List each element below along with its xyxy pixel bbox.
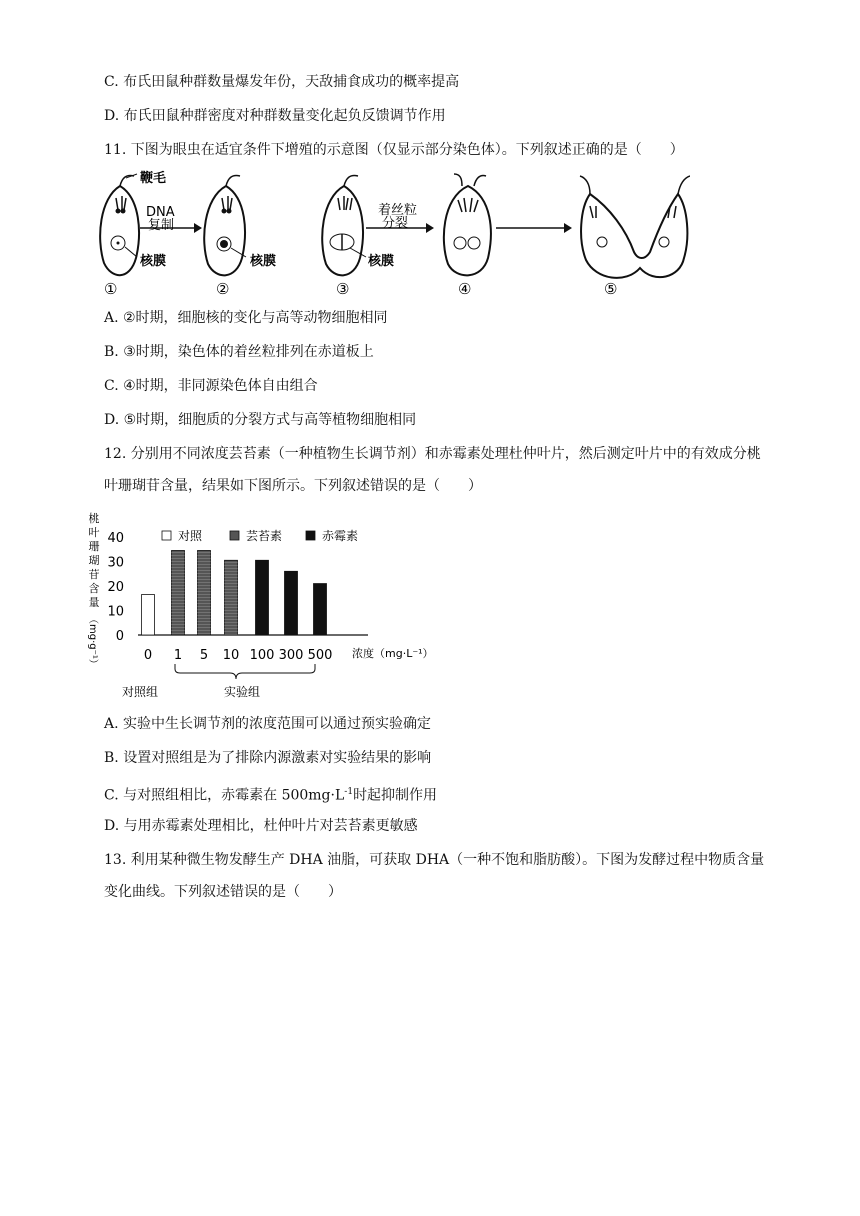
legend-swatch — [162, 531, 171, 540]
legend-label: 对照 — [178, 529, 203, 543]
experiment-group-brace — [175, 664, 315, 679]
q12-option-b: B. 设置对照组是为了排除内源激素对实验结果的影响 — [104, 750, 432, 766]
q11-option-c: C. ④时期，非同源染色体自由组合 — [104, 378, 318, 394]
q10-option-c: C. 布氏田鼠种群数量爆发年份，天敌捕食成功的概率提高 — [104, 74, 460, 90]
stage-label-1: ① — [104, 280, 118, 298]
y-tick-label: 20 — [107, 580, 124, 595]
chart-x-axis-label: 浓度（mg·L⁻¹） — [352, 647, 434, 660]
chart-bars — [142, 550, 327, 635]
q12-option-c — [104, 782, 437, 806]
label-membrane-1: 核膜 — [140, 254, 167, 269]
q11-option-a: A. ②时期，细胞核的变化与高等动物细胞相同 — [104, 310, 388, 326]
y-tick-label: 10 — [107, 604, 124, 620]
euglena-stage-4 — [444, 174, 491, 275]
bar-5 — [198, 550, 211, 635]
bar-500 — [314, 584, 327, 635]
x-tick-label: 300 — [278, 648, 304, 663]
y-tick-label: 30 — [107, 555, 124, 571]
euglena-stage-5 — [580, 176, 690, 278]
arrow-1-line2: 复制 — [148, 218, 175, 233]
q13-stem-line1: 13. 利用某种微生物发酵生产 DHA 油脂，可获取 DHA（一种不饱和脂肪酸）。下图为发酵过程中物质含量 — [104, 852, 765, 868]
label-membrane-3: 核膜 — [368, 254, 395, 269]
q12-option-d: D. 与用赤霉素处理相比，杜仲叶片对芸苔素更敏感 — [104, 818, 418, 834]
arrow-2-line1: 着丝粒 — [378, 203, 418, 218]
q10-option-d: D. 布氏田鼠种群密度对种群数量变化起负反馈调节作用 — [104, 108, 446, 124]
chart-y-axis-unit: （mg·g⁻¹） — [87, 614, 98, 669]
chart-legend — [162, 528, 358, 543]
bar-100 — [256, 560, 269, 635]
y-tick-label: 40 — [107, 531, 124, 546]
x-tick-label: 5 — [199, 648, 209, 663]
euglena-stage-2 — [204, 175, 246, 275]
stage-label-4: ④ — [458, 280, 472, 298]
chart-y-axis-label: 桃叶珊瑚苷含量 — [88, 512, 100, 609]
stage-label-2: ② — [216, 280, 230, 298]
q12-option-a: A. 实验中生长调节剂的浓度范围可以通过预实验确定 — [104, 716, 432, 732]
q12-option-c-text-end: 时起抑制作用 — [353, 787, 438, 804]
q12-stem-line2: 叶珊瑚苷含量，结果如下图所示。下列叙述错误的是（ ） — [104, 478, 482, 494]
legend-label: 赤霉素 — [322, 529, 359, 543]
q12-option-c-sup: -1 — [344, 787, 354, 797]
q13-stem-line2: 变化曲线。下列叙述错误的是（ ） — [104, 884, 342, 900]
bar-300 — [285, 571, 298, 635]
euglena-stage-1 — [100, 174, 139, 275]
label-flagellum: 鞭毛 — [140, 171, 167, 186]
x-tick-label: 500 — [307, 648, 333, 663]
legend-swatch — [230, 531, 239, 540]
x-tick-label: 10 — [222, 648, 240, 663]
stage-label-5: ⑤ — [604, 280, 618, 298]
q11-stem: 11. 下图为眼虫在适宜条件下增殖的示意图（仅显示部分染色体）。下列叙述正确的是（ ） — [104, 142, 684, 158]
x-tick-label: 0 — [143, 648, 153, 663]
q12-bar-chart — [80, 508, 460, 704]
q11-option-b: B. ③时期，染色体的着丝粒排列在赤道板上 — [104, 344, 374, 360]
x-tick-label: 1 — [173, 648, 183, 663]
q11-euglena-figure — [90, 168, 690, 302]
x-tick-label: 100 — [249, 648, 275, 663]
arrow-1-line1: DNA — [146, 205, 175, 220]
bar-1 — [172, 550, 185, 635]
arrow-2-line2: 分裂 — [382, 216, 409, 231]
legend-swatch — [306, 531, 315, 540]
q12-stem-line1: 12. 分别用不同浓度芸苔素（一种植物生长调节剂）和赤霉素处理杜仲叶片，然后测定叶片中的有效成分桃 — [104, 446, 761, 462]
y-tick-label: 0 — [115, 629, 124, 644]
experiment-group-label: 实验组 — [224, 685, 261, 699]
stage-label-3: ③ — [336, 280, 350, 298]
control-group-label: 对照组 — [122, 685, 159, 699]
legend-label: 芸苔素 — [246, 529, 283, 543]
euglena-stage-3 — [322, 175, 366, 275]
chart-x-ticks — [144, 648, 333, 663]
label-membrane-2: 核膜 — [250, 254, 277, 269]
q12-option-c-text: C. 与对照组相比，赤霉素在 500mg·L — [104, 787, 345, 804]
q11-option-d: D. ⑤时期，细胞质的分裂方式与高等植物细胞相同 — [104, 412, 417, 428]
bar-0 — [142, 595, 155, 635]
